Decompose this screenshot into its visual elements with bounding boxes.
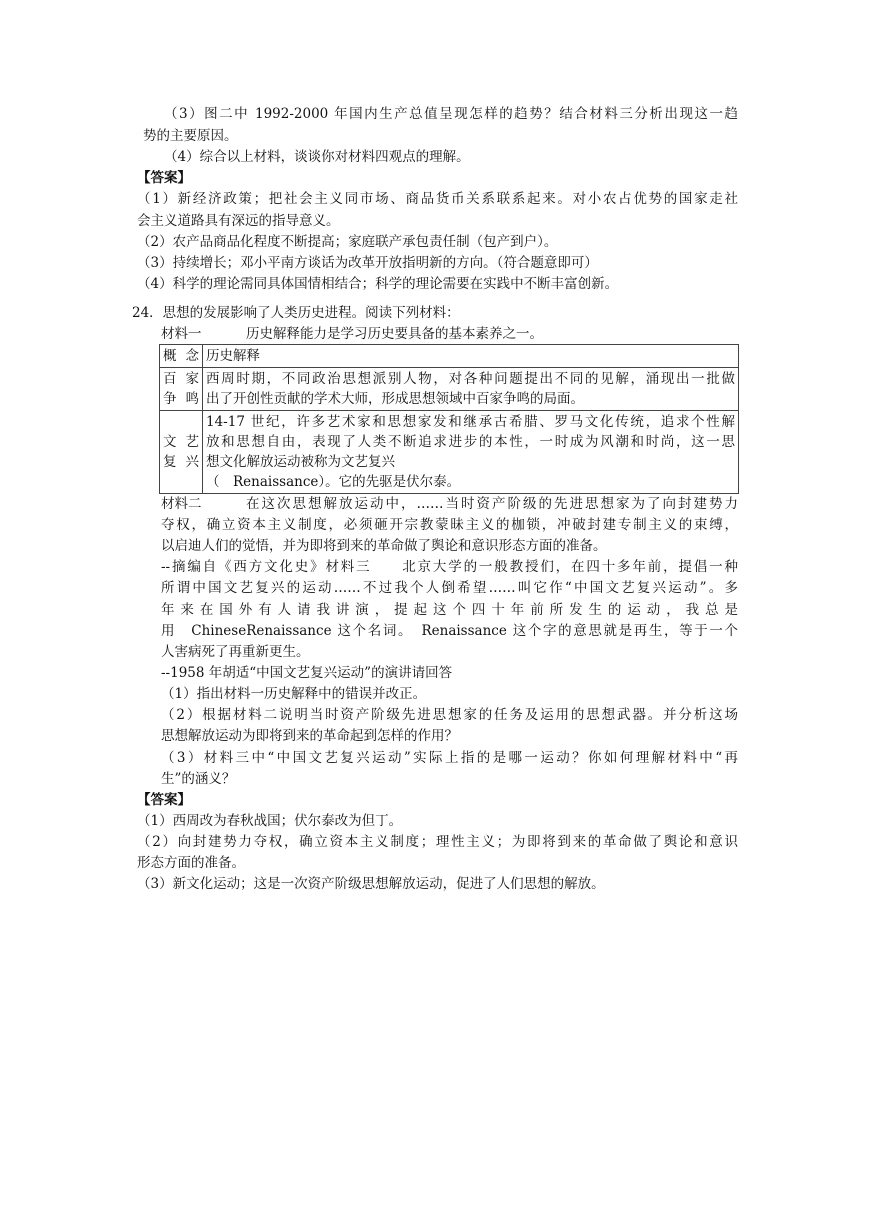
sub-question: （2）根据材料二说明当时资产阶级先进思想家的任务及运用的思想武器。并分析这场 [161,707,738,723]
sub-question: 思想解放运动为即将到来的革命起到怎样的作用？ [161,728,458,744]
concept-line: 文 艺 [163,434,199,450]
answer-heading: 【答案】 [137,792,191,808]
history-explanation-table [159,344,739,494]
sub-question: （3）材料三中“中国文艺复兴运动”实际上指的是哪一运动？你如何理解材料中“再 [161,750,738,766]
explanation-line: 出了开创性贡献的学术大师，形成思想领域中百家争鸣的局面。 [206,391,584,407]
material-2-label: 材料二 [161,496,202,512]
answer-line: （1）新经济政策；把社会主义同市场、商品货币关系联系起来。对小农占优势的国家走社 [137,191,738,207]
table-row [160,411,739,494]
table-row [160,368,739,411]
material-2-line: 以启迪人们的觉悟，并为即将到来的革命做了舆论和意识形态方面的准备。 [161,538,607,554]
question-4: （4）综合以上材料，谈谈你对材料四观点的理解。 [164,149,470,165]
material-3-line: --摘编自《西方文化史》材料三 北京大学的一般教授们，在四十多年前，提倡一种 [161,559,738,575]
sub-question: （1）指出材料一历史解释中的错误并改正。 [161,686,427,702]
explanation-line: 放和思想自由，表现了人类不断追求进步的本性，一时成为风潮和时尚，这一思 [206,434,735,450]
explanation-line: （ Renaissance）。它的先驱是伏尔泰。 [206,474,461,490]
table-cell-explanation [203,368,739,411]
material-1-label: 材料一 [161,326,202,342]
table-cell-concept [160,368,203,411]
answer-line: （1）西周改为春秋战国；伏尔泰改为但丁。 [137,813,403,829]
answer-line: 会主义道路具有深远的指导意义。 [137,213,340,229]
concept-line: 争鸣 [163,391,199,407]
material-3-line: 用 ChineseRenaissance 这个名词。 Renaissance 这个字的意思就是再生，等于一个 [161,623,738,639]
concept-line: 百 家 [163,371,199,387]
answer-line: （3）持续增长；邓小平南方谈话为改革开放指明新的方向。（符合题意即可） [137,255,598,271]
explanation-line: 西周时期，不同政治思想派别人物，对各种问题提出不同的见解，涌现出一批做 [206,371,735,387]
sub-question: 生”的涵义？ [161,771,236,787]
question-24-stem: 24．思想的发展影响了人类历史进程。阅读下列材料： [132,305,460,321]
material-3-line: 人害病死了再重新更生。 [161,644,310,660]
question-3-line-1: （3）图二中 1992-2000 年国内生产总值呈现怎样的趋势？结合材料三分析出现这一趋 [164,106,738,122]
answer-line: （3）新文化运动；这是一次资产阶级思想解放运动，促进了人们思想的解放。 [137,876,605,892]
answer-line: （4）科学的理论需同具体国情相结合；科学的理论需要在实践中不断丰富创新。 [137,276,619,292]
explanation-line: 想文化解放运动被称为文艺复兴 [206,454,395,470]
material-3-line: 所谓中国文艺复兴的运动……不过我个人倒希望……叫它作“中国文艺复兴运动”。多 [161,580,738,596]
table-cell-explanation [203,411,739,494]
material-1-text: 历史解释能力是学习历史要具备的基本素养之一。 [246,326,543,342]
explanation-line: 14-17 世纪，许多艺术家和思想家发和继承古希腊、罗马文化传统，追求个性解 [206,414,735,430]
answer-line: （2）农产品商品化程度不断提高；家庭联产承包责任制（包产到户）。 [137,234,558,250]
question-3-line-2: 势的主要原因。 [143,128,238,144]
answer-line: 形态方面的准备。 [137,855,245,871]
table-cell-concept [160,411,203,494]
material-3-source: --1958 年胡适“中国文艺复兴运动”的演讲请回答 [161,665,453,681]
concept-line: 复兴 [163,454,199,470]
answer-heading: 【答案】 [137,170,191,186]
table-header-explanation: 历史解释 [203,345,739,368]
material-2-line: 在这次思想解放运动中，……当时资产阶级的先进思想家为了向封建势力 [246,496,738,512]
material-3-line: 年来在国外有人请我讲演，提起这个四十年前所发生的运动，我总是 [161,602,738,618]
table-header-row [160,345,739,368]
material-2-line: 夺权，确立资本主义制度，必须砸开宗教蒙昧主义的枷锁，冲破封建专制主义的束缚， [161,517,738,533]
answer-line: （2）向封建势力夺权，确立资本主义制度；理性主义；为即将到来的革命做了舆论和意识 [137,834,738,850]
table-header-concept: 概念 [160,345,203,368]
